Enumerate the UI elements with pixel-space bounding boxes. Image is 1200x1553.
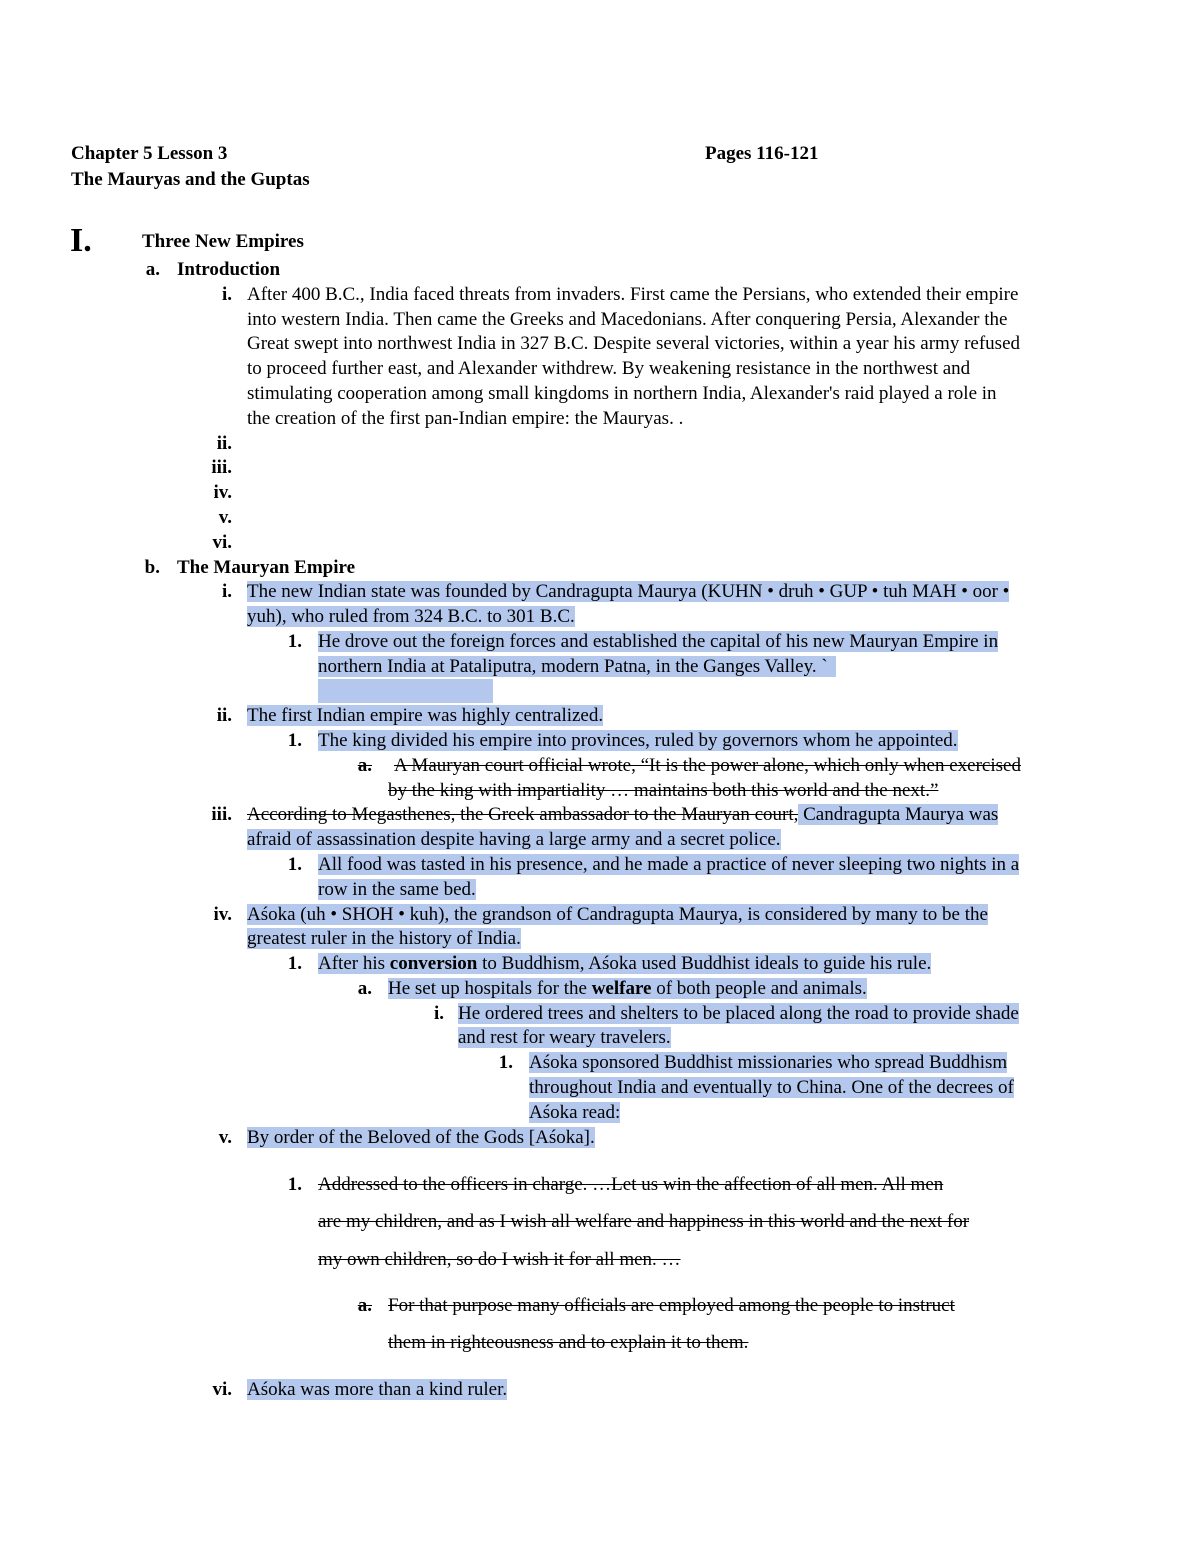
paragraph-line: Great swept into northwest India in 327 B.C. Despite several victories, within a year his army refused [247,333,1020,354]
item-marker: ii. [216,433,232,454]
highlighted-line: The first Indian empire was highly centralized. [247,705,604,726]
item-marker: 1. [287,953,302,974]
item-marker: a. [357,1295,372,1316]
struck-line: are my children, and as I wish all welfare and happiness in this world and the next for [318,1211,970,1232]
paragraph-line: After 400 B.C., India faced threats from invaders. First came the Persians, who extended their empire [247,284,1019,305]
paragraph-line: into western India. Then came the Greeks and Macedonians. After conquering Persia, Alexander the [247,309,1008,330]
highlighted-line: He drove out the foreign forces and established the capital of his new Mauryan Empire in [318,631,999,652]
subsection-marker: b. [144,557,160,578]
highlighted-text: Candragupta Maurya was [798,804,999,825]
highlighted-line: northern India at Pataliputra, modern Patna, in the Ganges Valley. ` [318,656,836,677]
item-marker: vi. [212,1379,232,1400]
highlighted-line: afraid of assassination despite having a large army and a secret police. [247,829,781,850]
section-title: Three New Empires [142,231,304,252]
highlighted-line: Aśoka (uh • SHOH • kuh), the grandson of Candragupta Maurya, is considered by many to be the [247,904,988,925]
highlighted-line: greatest ruler in the history of India. [247,928,521,949]
item-marker: a. [357,755,372,776]
item-marker: iv. [213,904,232,925]
paragraph-line: the creation of the first pan-Indian empire: the Mauryas. . [247,408,684,429]
item-marker: 1. [287,854,302,875]
subsection-marker: a. [145,259,160,280]
item-marker: ii. [216,705,232,726]
vocab-term: conversion [389,953,478,974]
highlighted-line: yuh), who ruled from 324 B.C. to 301 B.C. [247,606,575,627]
item-marker: iv. [213,482,232,503]
highlighted-line: Aśoka sponsored Buddhist missionaries who spread Buddhism [529,1052,1008,1073]
struck-line: A Mauryan court official wrote, “It is the power alone, which only when exercised [394,755,1021,776]
highlighted-line: All food was tasted in his presence, and he made a practice of never sleeping two nights in a [318,854,1020,875]
item-marker: vi. [212,532,232,553]
vocab-term: welfare [591,978,652,999]
highlighted-line: He ordered trees and shelters to be placed along the road to provide shade [458,1003,1019,1024]
item-marker: 1. [287,631,302,652]
item-marker: v. [218,507,232,528]
paragraph-line: to proceed further east, and Alexander withdrew. By weakening resistance in the northwest and [247,358,971,379]
section-marker: I. [70,222,92,259]
item-marker: 1. [287,730,302,751]
highlighted-line: and rest for weary travelers. [458,1027,671,1048]
highlighted-text: After his [318,953,390,974]
item-marker: iii. [211,457,232,478]
paragraph-line: stimulating cooperation among small kingdoms in northern India, Alexander's raid played a role in [247,383,997,404]
highlighted-line: Aśoka read: [529,1102,621,1123]
struck-text: According to Megasthenes, the Greek ambassador to the Mauryan court, [247,804,799,825]
highlighted-line: The new Indian state was founded by Candragupta Maurya (KUHN • druh • GUP • tuh MAH • oor • [247,581,1010,602]
highlighted-line: Aśoka was more than a kind ruler. [247,1379,508,1400]
pages-heading: Pages 116-121 [705,143,819,164]
item-marker: 1. [287,1174,302,1195]
struck-line: my own children, so do I wish it for all men. … [318,1249,681,1270]
highlighted-line: By order of the Beloved of the Gods [Aśoka]. [247,1127,595,1148]
highlighted-text: He set up hospitals for the [388,978,592,999]
struck-line: them in righteousness and to explain it to them. [388,1332,749,1353]
item-marker: v. [218,1127,232,1148]
item-marker: a. [357,978,372,999]
item-marker: iii. [211,804,232,825]
highlighted-line: The king divided his empire into provinces, ruled by governors whom he appointed. [318,730,958,751]
highlighted-line: throughout India and eventually to China. One of the decrees of [529,1077,1014,1098]
struck-line: For that purpose many officials are employed among the people to instruct [388,1295,955,1316]
highlight-block [318,679,493,703]
item-marker: i. [221,284,232,305]
highlighted-line: row in the same bed. [318,879,476,900]
subsection-title: The Mauryan Empire [177,557,356,578]
highlighted-text: to Buddhism, Aśoka used Buddhist ideals to guide his rule. [477,953,932,974]
item-marker: i. [221,581,232,602]
subsection-title: Introduction [177,259,281,280]
chapter-lesson-heading: Chapter 5 Lesson 3 [71,143,228,164]
document-title: The Mauryas and the Guptas [71,169,310,190]
item-marker: i. [433,1003,444,1024]
item-marker: 1. [498,1052,513,1073]
highlighted-text: of both people and animals. [651,978,867,999]
struck-line: Addressed to the officers in charge. …Let us win the affection of all men. All men [318,1174,944,1195]
struck-line: by the king with impartiality … maintains both this world and the next.” [388,780,939,801]
